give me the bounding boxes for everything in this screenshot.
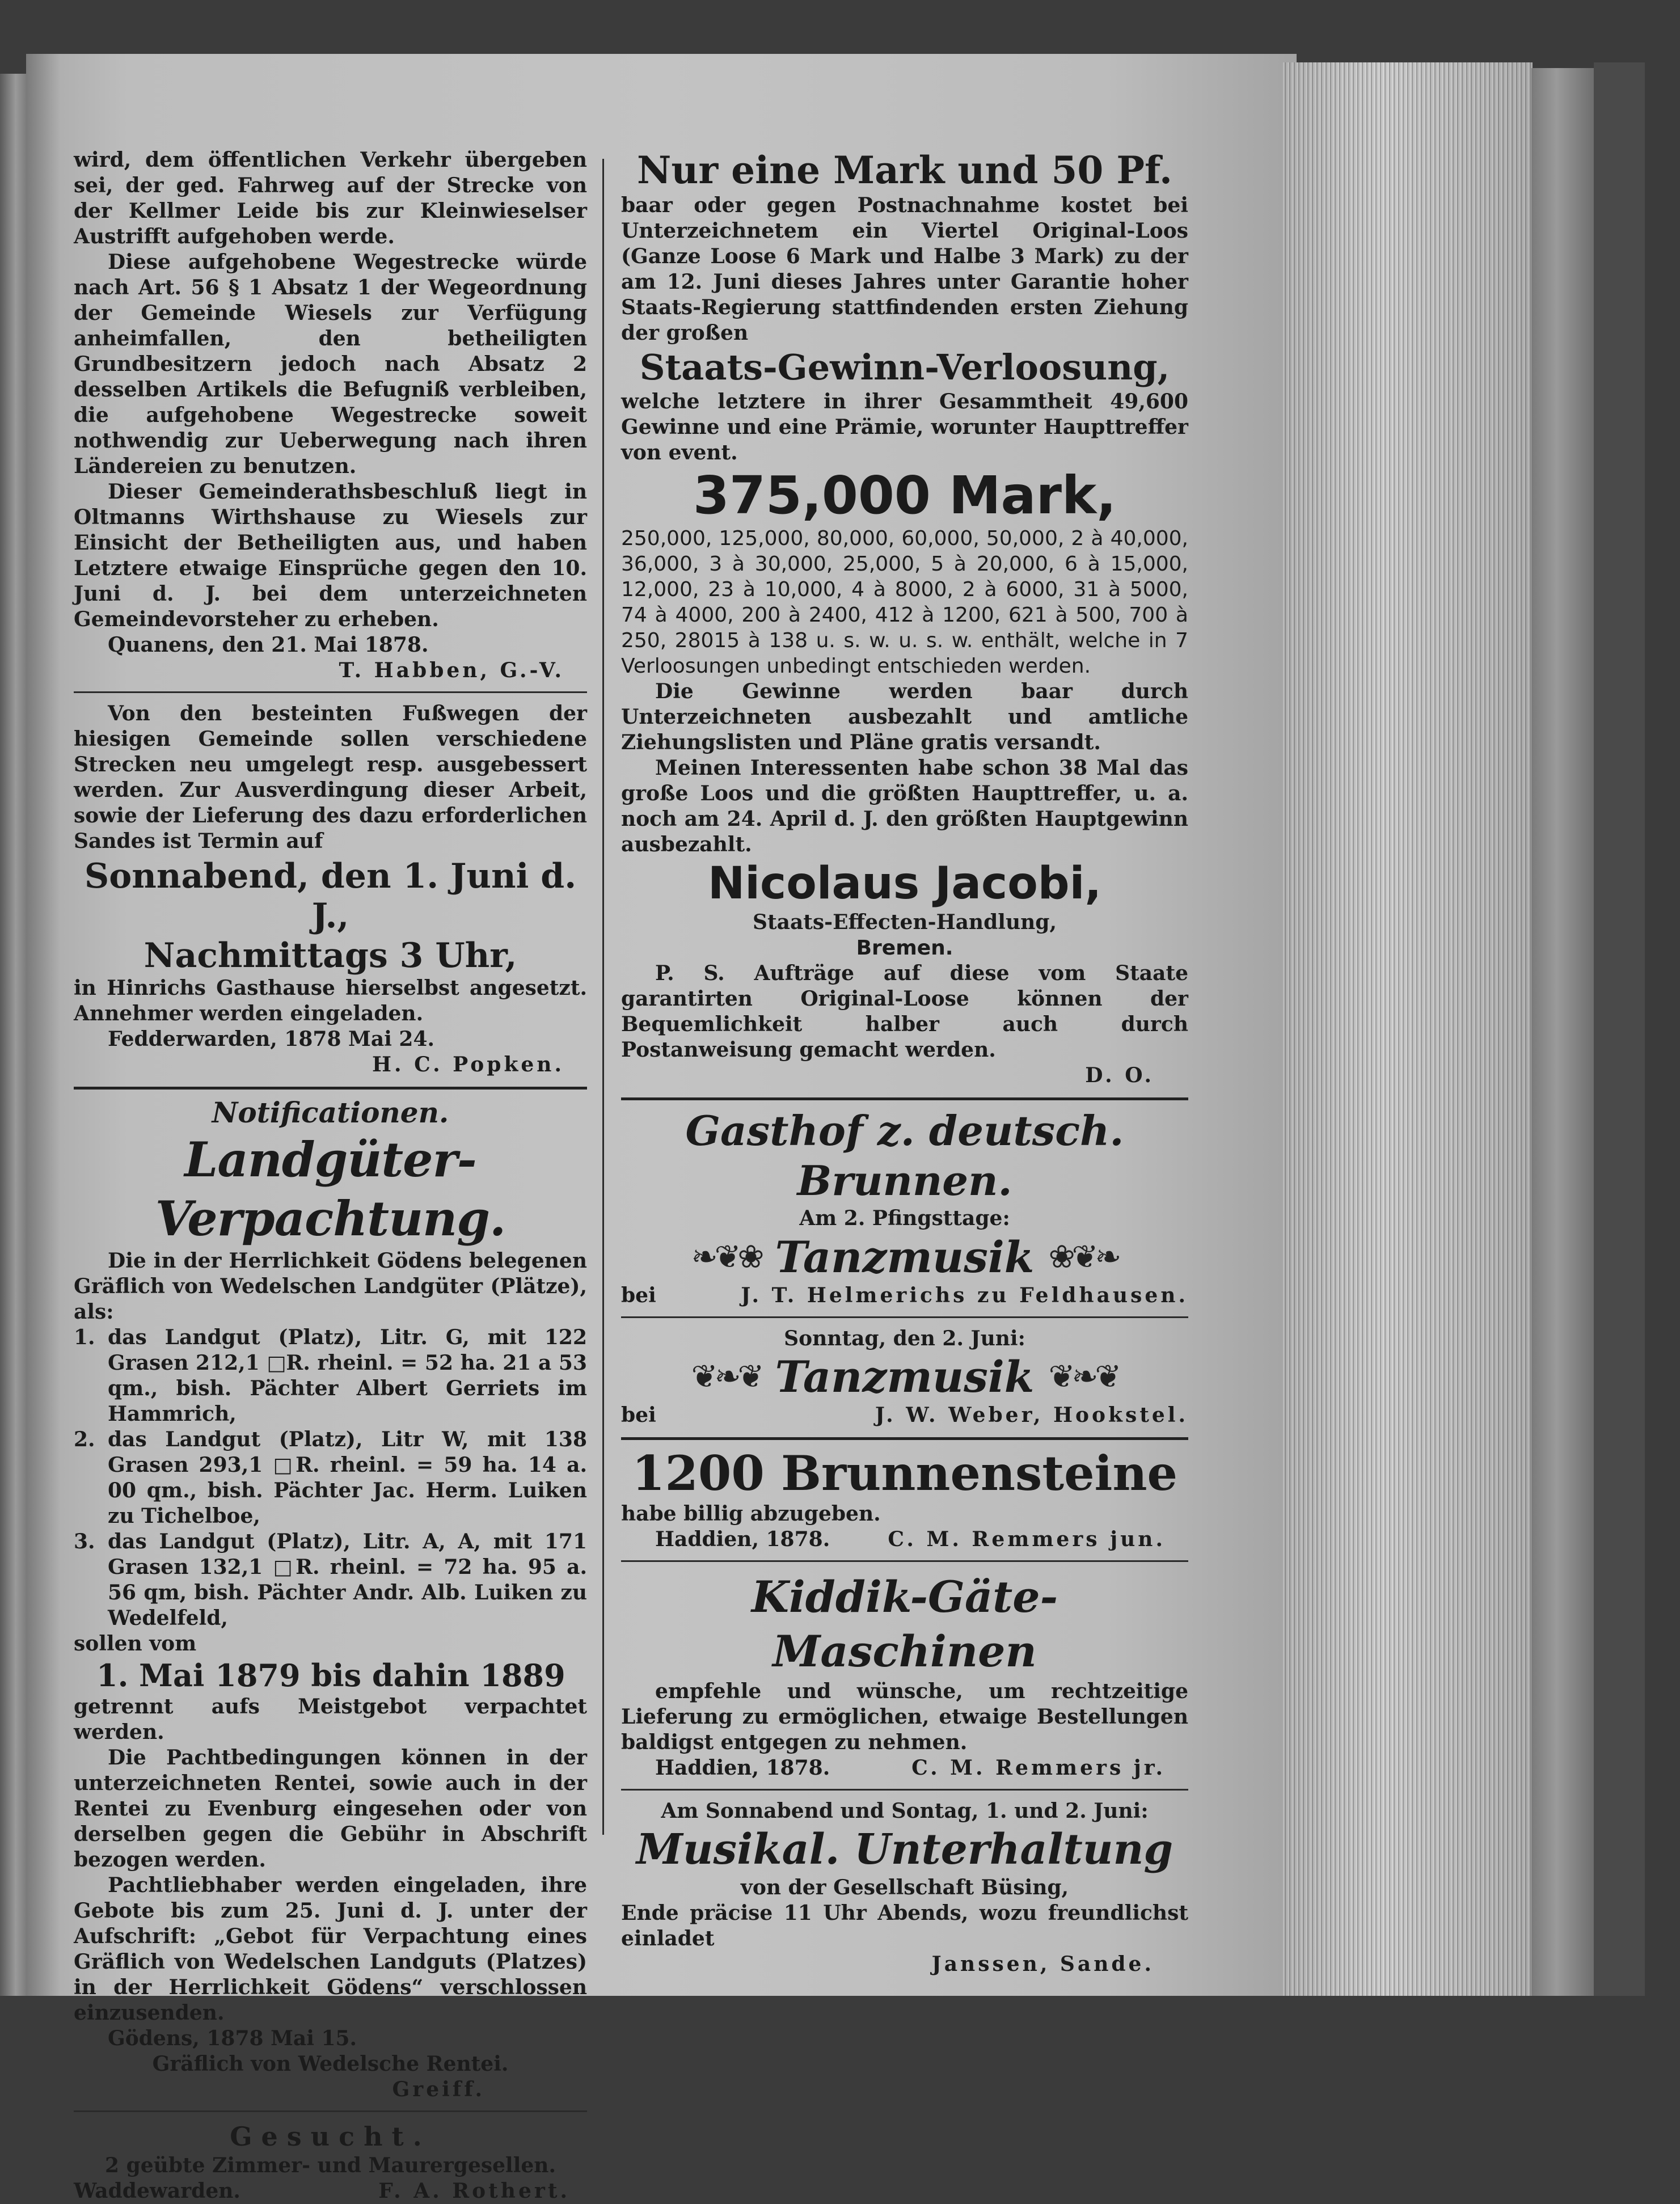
section-divider [621, 1437, 1188, 1440]
lottery-headline: Nur eine Mark und 50 Pf. [637, 148, 1172, 192]
notice-signature: H. C. Popken. [372, 1053, 564, 1076]
divider [621, 1789, 1188, 1791]
lottery-big-amount: 375,000 Mark, [693, 465, 1117, 526]
lottery-text: Meinen Interessenten habe schon 38 Mal das große Loos und die größten Haupttreffer, u. a. noch am 24. April d. J. den größten Hauptgewinn ausbezahlt. [621, 756, 1188, 856]
sunday-bei: bei [621, 1403, 656, 1427]
sunday-event: Tanzmusik [775, 1352, 1035, 1402]
lease-announcement [74, 1130, 587, 2102]
wanted-place: Waddewarden. [74, 2179, 240, 2203]
gasthof-event-row [621, 1231, 1188, 1283]
sunday-host: J. W. Weber, Hookstel. [875, 1403, 1188, 1427]
divider [74, 691, 587, 693]
lease-place-date: Gödens, 1878 Mai 15. [108, 2026, 357, 2050]
lottery-seller-name: Nicolaus Jacobi, [707, 858, 1101, 909]
ornament-flourish-icon: ❦❧❦ [1048, 1358, 1118, 1395]
lease-item-text: das Landgut (Platz), Litr. A, A, mit 171 Grasen 132,1 □R. rheinl. = 72 ha. 95 a. 56 qm, bish. Pächter Andr. Alb. Luiken zu Wedelfeld, [108, 1530, 587, 1630]
lease-sollen-vom: sollen vom [74, 1632, 197, 1656]
brunnensteine-place: Haddien, 1878. [655, 1527, 830, 1551]
wanted-text: 2 geübte Zimmer- und Maurergesellen. [104, 2154, 556, 2177]
gasthof-host: J. T. Helmerichs zu Feldhausen. [741, 1283, 1188, 1307]
wanted-ad [74, 2120, 587, 2204]
notice-place-date: Quanens, den 21. Mai 1878. [108, 633, 429, 657]
lottery-prizes: 250,000, 125,000, 80,000, 60,000, 50,000, 2 à 40,000, 36,000, 3 à 30,000, 25,000, 5 à 20,000, 6 à 15,000, 12,000, 23 à 10,000, 4 à 8000, 2 à 6000, 31 à 5000, 74 à 4000, 200 à 2400, 412 à 1200, 621 à 500, 700 à 250, 28015 à 138 u. s. w. u. s. w. enthält, welche in 7 Verloosungen unbedingt entschieden werden. [621, 527, 1188, 678]
brunnensteine-text: habe billig abzugeben. [621, 1502, 881, 1526]
notice-text: Von den besteinten Fußwegen der hiesigen Gemeinde sollen verschiedene Strecken neu umgelegt resp. ausgebessert werden. Zur Ausverdingung dieser Arbeit, sowie der Lieferung des dazu erforderlichen Sandes ist Termin auf [74, 702, 587, 853]
lease-item [74, 1529, 587, 1631]
lottery-ps: P. S. Aufträge auf diese vom Staate garantirten Original-Loose können der Bequemlichkeit halber auch durch Postanweisung gemacht werden. [621, 961, 1188, 1062]
column-rule [602, 159, 604, 1835]
notice-place-date: Fedderwarden, 1878 Mai 24. [108, 1027, 435, 1051]
lease-intro: Die in der Herrlichkeit Gödens belegenen Gräflich von Wedelschen Landgüter (Plätze), als: [74, 1249, 587, 1324]
gasthof-bei: bei [621, 1283, 656, 1307]
notice-text: Dieser Gemeinderathsbeschluß liegt in Oltmanns Wirthshause zu Wiesels zur Einsicht der Betheiligten aus, und haben Letztere etwaige Einsprüche gegen den 10. Juni d. J. bei dem unterzeichneten Gemeindevorsteher zu erheben. [74, 480, 587, 631]
section-heading-notifications: Notificationen. [212, 1096, 449, 1129]
gasthof-host-row [621, 1283, 1188, 1308]
maschinen-signature: C. M. Remmers jr. [911, 1756, 1166, 1780]
maschinen-text: empfehle und wünsche, um rechtzeitige Lieferung zu ermöglichen, etwaige Bestellungen baldigst entgegen zu nehmen. [621, 1679, 1188, 1754]
musical-signature: Janssen, Sande. [931, 1952, 1154, 1976]
page-edges-shadow [1283, 62, 1533, 1996]
lease-signature: Greiff. [392, 2078, 485, 2101]
right-column [621, 147, 1188, 1977]
gasthof-event: Tanzmusik [775, 1231, 1035, 1282]
gasthof-title: Gasthof z. deutsch. Brunnen. [685, 1107, 1124, 1205]
maschinen-ad [621, 1570, 1188, 1781]
ornament-flourish-icon: ❀❦❧ [1048, 1238, 1118, 1276]
lottery-ad [621, 147, 1188, 1088]
lottery-city: Bremen. [856, 936, 953, 960]
maschinen-title: Kiddik-Gäte-Maschinen [751, 1572, 1058, 1677]
divider [621, 1316, 1188, 1318]
brunnensteine-signature: C. M. Remmers jun. [888, 1527, 1166, 1551]
lease-conditions: Die Pachtbedingungen können in der unterzeichneten Rentei, sowie auch in der Rentei zu Evenburg eingesehen oder von derselben gegen die Gebühr in Abschrift bezogen werden. [74, 1746, 587, 1872]
divider [621, 1560, 1188, 1562]
lottery-title: Staats-Gewinn-Verloosung, [639, 347, 1170, 388]
left-column [74, 147, 587, 2204]
wanted-footer [74, 2178, 587, 2204]
section-divider [621, 1097, 1188, 1100]
lottery-firm: Staats-Effecten-Handlung, [753, 910, 1057, 934]
section-divider [74, 1087, 587, 1090]
lease-item-number: 1. [74, 1325, 95, 1349]
sunday-dance-ad [621, 1326, 1188, 1429]
musical-date: Am Sonnabend und Sontag, 1. und 2. Juni: [661, 1799, 1149, 1823]
musical-text: Ende präcise 11 Uhr Abends, wozu freundlichst einladet [621, 1901, 1188, 1950]
lottery-text: welche letztere in ihrer Gesammtheit 49,600 Gewinne und eine Prämie, worunter Haupttreffer von event. [621, 390, 1188, 465]
brunnensteine-ad [621, 1446, 1188, 1552]
notice-text: Diese aufgehobene Wegestrecke würde nach Art. 56 § 1 Absatz 1 der Wegeordnung der Gemeinde Wiesels zur Verfügung anheimfallen, den betheiligten Grundbesitzern jedoch nach Absatz 2 desselben Artikels die Befugniß verbleiben, die aufgehobene Wegestrecke soweit nothwendig zur Ueberwegung nach ihren Ländereien zu benutzen. [74, 250, 587, 478]
gasthof-day: Am 2. Pfingsttage: [799, 1206, 1010, 1230]
ornament-flourish-icon: ❦❧❦ [691, 1358, 761, 1395]
lease-office: Gräflich von Wedelsche Rentei. [152, 2052, 509, 2076]
wanted-signature: F. A. Rothert. [378, 2179, 570, 2203]
lease-auction: getrennt aufs Meistgebot verpachtet werden. [74, 1695, 587, 1744]
lease-invitation: Pachtliebhaber werden eingeladen, ihre Gebote bis zum 25. Juni d. J. unter der Aufschrift: „Gebot für Verpachtung eines Gräflich von Wedelschen Landguts (Platzes) in der Herrlichkeit Gödens“ verschlossen einzusenden. [74, 1873, 587, 2025]
book-cover-board [1531, 68, 1594, 1996]
sunday-host-row [621, 1403, 1188, 1428]
lottery-text: baar oder gegen Postnachnahme kostet bei Unterzeichnetem ein Viertel Original-Loos (Ganze Loose 6 Mark und Halbe 3 Mark) zu der am 12. Juni dieses Jahres unter Garantie hoher Staats-Regierung stattfindenden ersten Ziehung der großen [621, 193, 1188, 345]
lease-title: Landgüter-Verpachtung. [155, 1131, 506, 1247]
lease-item [74, 1427, 587, 1529]
notice-footpaths [74, 701, 587, 1078]
notice-signature: T. Habben, G.-V. [339, 658, 564, 682]
notice-text: wird, dem öffentlichen Verkehr übergeben sei, der ged. Fahrweg auf der Strecke von der Kellmer Leide bis zur Kleinwieselser Austrifft aufgehoben werde. [74, 148, 587, 248]
lease-period: 1. Mai 1879 bis dahin 1889 [96, 1657, 565, 1694]
notice-text: in Hinrichs Gasthause hierselbst angesetzt. Annehmer werden eingeladen. [74, 976, 587, 1025]
wanted-title: Gesucht. [230, 2121, 431, 2152]
lease-item-text: das Landgut (Platz), Litr. G, mit 122 Grasen 212,1 □R. rheinl. = 52 ha. 21 a 53 qm., bish. Pächter Albert Gerriets im Hammrich, [108, 1325, 587, 1426]
notice-time-line: Nachmittags 3 Uhr, [143, 936, 517, 976]
notice-date-line: Sonnabend, den 1. Juni d. J., [84, 856, 577, 936]
lease-item [74, 1325, 587, 1427]
lottery-text: Die Gewinne werden baar durch Unterzeichneten ausbezahlt und amtliche Ziehungslisten und Pläne gratis versandt. [621, 679, 1188, 754]
gutter-shadow [26, 54, 60, 1996]
ornament-flourish-icon: ❧❦❀ [691, 1238, 761, 1276]
musical-title: Musikal. Unterhaltung [636, 1825, 1174, 1874]
sunday-day: Sonntag, den 2. Juni: [784, 1326, 1025, 1350]
gasthof-ad [621, 1106, 1188, 1308]
lease-item-number: 3. [74, 1530, 95, 1553]
lottery-ps-signature: D. O. [1085, 1063, 1154, 1087]
notice-road-closure [74, 147, 587, 683]
divider [74, 2110, 587, 2112]
lease-item-text: das Landgut (Platz), Litr W, mit 138 Grasen 293,1 □R. rheinl. = 59 ha. 14 a. 00 qm., bish. Pächter Jac. Herm. Luiken zu Tichelboe, [108, 1428, 587, 1528]
lease-item-number: 2. [74, 1428, 95, 1451]
brunnensteine-title: 1200 Brunnensteine [632, 1445, 1177, 1501]
brunnensteine-footer [621, 1527, 1188, 1552]
maschinen-footer [621, 1755, 1188, 1781]
book-cover-outer [1594, 62, 1645, 1996]
sunday-event-row [621, 1352, 1188, 1403]
previous-page-edge [0, 74, 26, 1996]
musical-by: von der Gesellschaft Büsing, [740, 1876, 1069, 1899]
musical-entertainment-ad [621, 1798, 1188, 1977]
maschinen-place: Haddien, 1878. [655, 1756, 830, 1780]
